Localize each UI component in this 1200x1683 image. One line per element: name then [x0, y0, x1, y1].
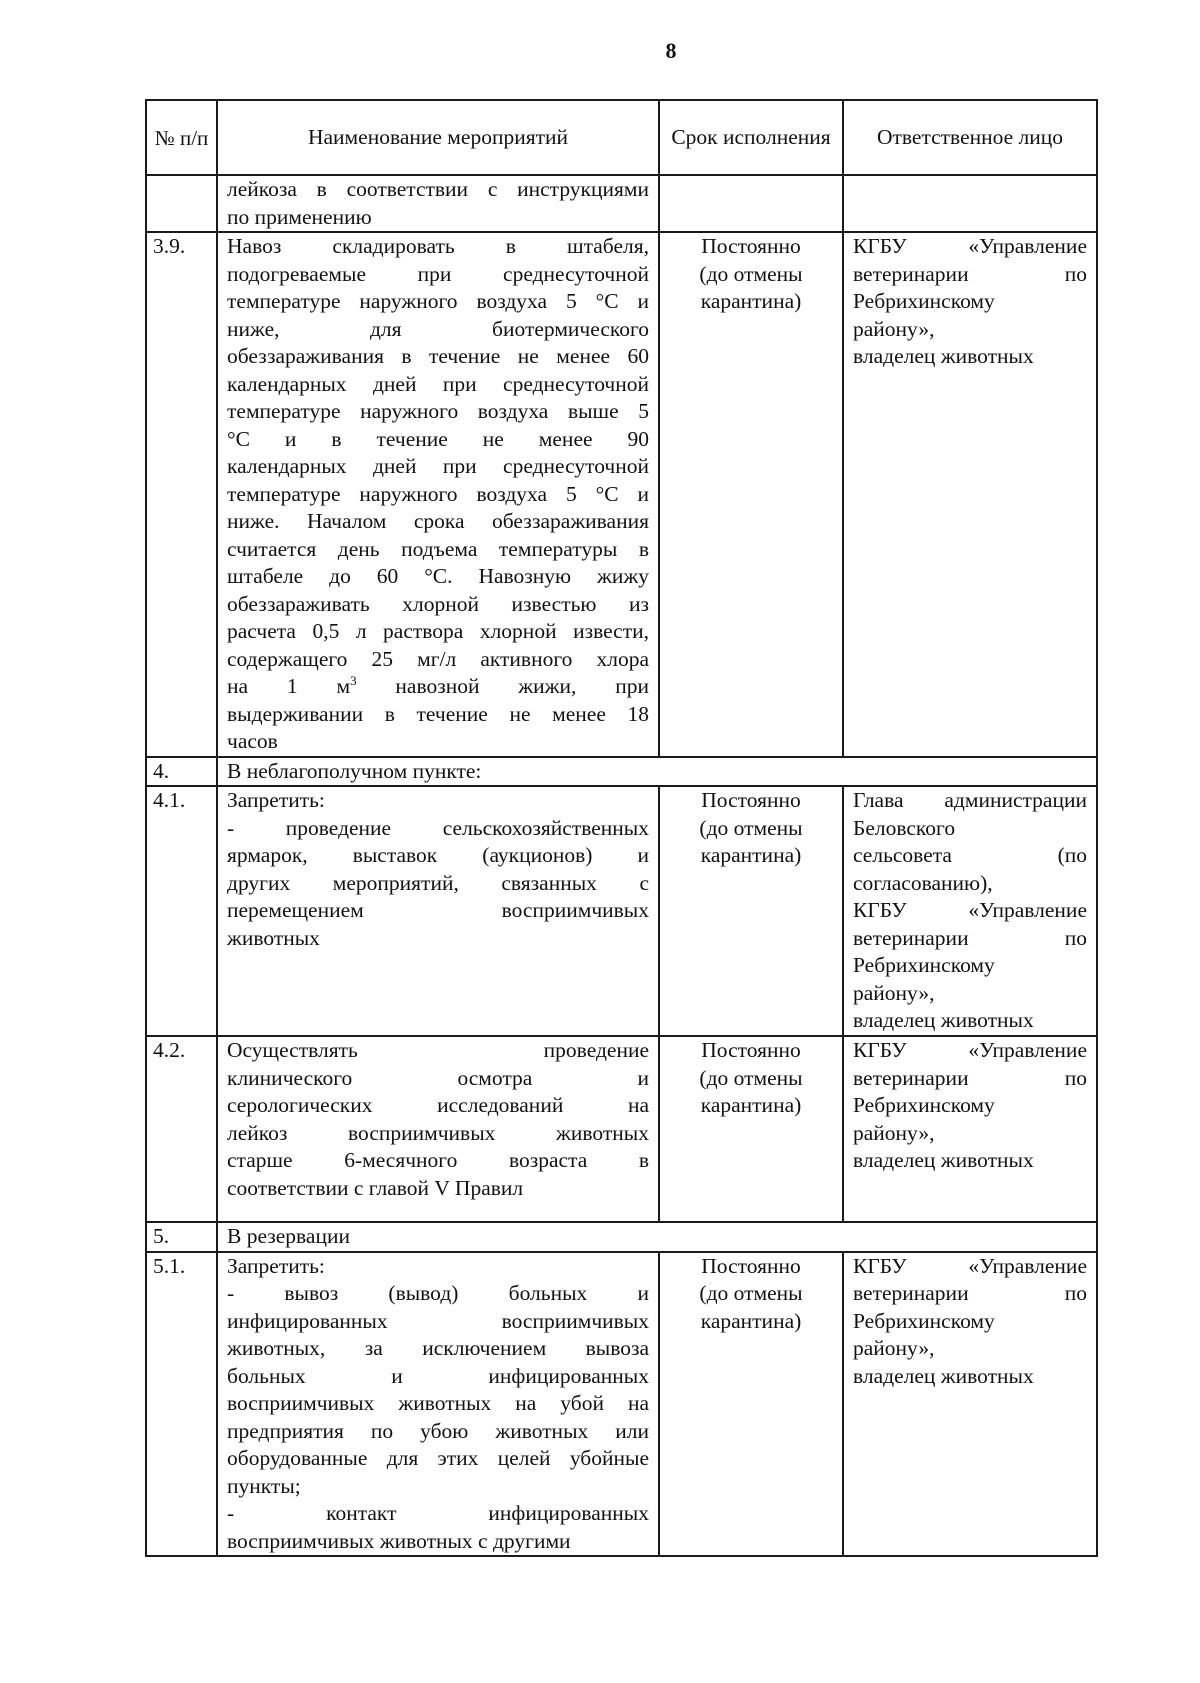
table-row: [146, 232, 1097, 757]
row-number: 5.1.: [146, 1252, 217, 1557]
superscript: 3: [350, 672, 357, 688]
cell-line: ветеринарии по: [853, 1065, 1087, 1090]
term-text: [659, 786, 843, 1036]
cell-line: владелец животных: [853, 1148, 1034, 1172]
cell-line: ниже, для биотермического: [227, 316, 649, 341]
cell-line: серологических исследований на: [227, 1093, 649, 1117]
cell-line: КГБУ «Управление: [853, 898, 1087, 922]
cell-line: КГБУ «Управление: [853, 1038, 1087, 1062]
measures-table: [145, 99, 1098, 1557]
term-text: [659, 175, 843, 232]
cell-line: больных и инфицированных: [227, 1363, 649, 1388]
cell-line: восприимчивых животных с другими: [227, 1528, 571, 1553]
cell-line: - проведение сельскохозяйственных: [227, 815, 649, 840]
table-row: [146, 1252, 1097, 1557]
cell-line: календарных дней при среднесуточной: [227, 454, 649, 478]
cell-line: выдерживании в течение не менее 18: [227, 701, 649, 726]
cell-line: температуре наружного воздуха выше 5: [227, 399, 649, 423]
cell-line: инфицированных восприимчивых: [227, 1308, 649, 1333]
header-name: Наименование мероприятий: [217, 100, 659, 175]
cell-line: - вывоз (вывод) больных и: [227, 1281, 649, 1305]
cell-line: владелец животных: [853, 344, 1034, 368]
cell-line: обеззараживания в течение не менее 60: [227, 344, 649, 368]
row-number: 3.9.: [146, 232, 217, 757]
cell-line: владелец животных: [853, 1008, 1034, 1032]
cell-line: предприятия по убою животных или: [227, 1418, 649, 1443]
cell-line: владелец животных: [853, 1363, 1034, 1388]
cell-line: Ребрихинскому: [853, 953, 995, 977]
header-responsible: Ответственное лицо: [843, 100, 1097, 175]
cell-line: ветеринарии по: [853, 1281, 1087, 1305]
cell-line: ветеринарии по: [853, 261, 1087, 286]
cell-line: Постоянно: [701, 1253, 801, 1278]
row-number: 4.: [146, 757, 217, 787]
cell-line: содержащего 25 мг/л активного хлора: [227, 646, 649, 671]
cell-line: Постоянно: [701, 1038, 801, 1062]
cell-line: календарных дней при среднесуточной: [227, 371, 649, 396]
cell-line: Осуществлять проведение: [227, 1038, 649, 1062]
cell-line: других мероприятий, связанных с: [227, 870, 649, 895]
table-row: [146, 1036, 1097, 1222]
cell-line: Ребрихинскому: [853, 1093, 995, 1117]
cell-line: Постоянно: [701, 234, 801, 258]
cell-line: часов: [227, 729, 278, 753]
cell-line: °С и в течение не менее 90: [227, 426, 649, 451]
section-row: [146, 757, 1097, 787]
word: $м^3$: [336, 672, 357, 698]
cell-line: расчета 0,5 л раствора хлорной извести,: [227, 619, 649, 643]
section-title: В неблагополучном пункте:: [217, 757, 1097, 787]
cell-line: Постоянно: [701, 788, 801, 812]
cell-line: карантина): [700, 843, 802, 867]
measure-text: [217, 1252, 659, 1557]
table-row: [146, 175, 1097, 232]
cell-line: (до отмены: [699, 261, 803, 286]
cell-line: температуре наружного воздуха 5 °С и: [227, 289, 649, 313]
cell-line: Глава администрации: [853, 788, 1087, 812]
responsible-text: [843, 786, 1097, 1036]
row-number: 4.2.: [146, 1036, 217, 1222]
row-number: 4.1.: [146, 786, 217, 1036]
cell-line: - контакт инфицированных: [227, 1501, 649, 1525]
cell-line: Ребрихинскому: [853, 1308, 995, 1333]
cell-line: температуре наружного воздуха 5 °С и: [227, 481, 649, 506]
term-text: [659, 1252, 843, 1557]
cell-line: сельсовета (по: [853, 843, 1087, 867]
cell-line: оборудованные для этих целей убойные: [227, 1446, 649, 1470]
table-header-row: [146, 100, 1097, 175]
cell-line: Запретить:: [227, 1253, 325, 1278]
cell-line: району»,: [853, 980, 935, 1005]
cell-line: соответствии с главой V Правил: [227, 1175, 524, 1200]
cell-line: лейкоз восприимчивых животных: [227, 1120, 649, 1145]
term-text: [659, 1036, 843, 1222]
cell-line: Навоз складировать в штабеля,: [227, 234, 649, 258]
cell-line: Ребрихинскому: [853, 289, 995, 313]
responsible-text: [843, 1252, 1097, 1557]
cell-line: обеззараживать хлорной известью из: [227, 591, 649, 616]
measure-text: [217, 232, 659, 757]
cell-line: животных, за исключением вывоза: [227, 1336, 649, 1360]
cell-line: штабеле до 60 °С. Навозную жижу: [227, 564, 649, 588]
cell-line: ниже. Началом срока обеззараживания: [227, 509, 649, 533]
cell-line: лейкоза в соответствии с инструкциями: [227, 177, 649, 201]
cell-line: (до отмены: [699, 1281, 803, 1305]
cell-line: карантина): [700, 289, 802, 313]
header-num: № п/п: [146, 100, 217, 175]
cell-line: ярмарок, выставок (аукционов) и: [227, 843, 649, 867]
table-row: [146, 786, 1097, 1036]
cell-line: Запретить:: [227, 788, 325, 812]
cell-line: району»,: [853, 316, 935, 341]
cell-line: ветеринарии по: [853, 925, 1087, 950]
measure-text: [217, 786, 659, 1036]
responsible-text: [843, 1036, 1097, 1222]
word: жижи,: [518, 674, 577, 698]
cell-line: КГБУ «Управление: [853, 234, 1087, 258]
word: на: [227, 674, 249, 698]
cell-line: Беловского: [853, 815, 956, 840]
responsible-text: [843, 175, 1097, 232]
cell-line: пункты;: [227, 1473, 301, 1498]
word: 1: [286, 674, 298, 698]
cell-line: подогреваемые при среднесуточной: [227, 261, 649, 286]
cell-line: животных: [227, 925, 320, 950]
header-term: Срок исполнения: [659, 100, 843, 175]
section-title: В резервации: [217, 1222, 1097, 1252]
word: при: [615, 674, 649, 698]
row-number: 5.: [146, 1222, 217, 1252]
responsible-text: [843, 232, 1097, 757]
cell-line: восприимчивых животных на убой на: [227, 1391, 649, 1415]
term-text: [659, 232, 843, 757]
cell-line: клинического осмотра и: [227, 1065, 649, 1090]
section-row: [146, 1222, 1097, 1252]
cell-line: КГБУ «Управление: [853, 1253, 1087, 1278]
cell-line: старше 6-месячного возраста в: [227, 1148, 649, 1172]
measure-text: [217, 1036, 659, 1222]
cell-line: [227, 673, 649, 701]
cell-line: району»,: [853, 1336, 935, 1360]
page-number: 8: [665, 38, 677, 63]
cell-line: карантина): [700, 1093, 802, 1117]
cell-line: согласованию),: [853, 870, 993, 895]
cell-line: считается день подъема температуры в: [227, 536, 649, 561]
row-number: [146, 175, 217, 232]
cell-line: району»,: [853, 1120, 935, 1145]
cell-line: карантина): [700, 1308, 802, 1333]
cell-line: (до отмены: [699, 815, 803, 840]
cell-line: перемещением восприимчивых: [227, 898, 649, 922]
word: навозной: [395, 674, 480, 698]
cell-line: по применению: [227, 204, 372, 229]
cell-line: (до отмены: [699, 1065, 803, 1090]
measure-text: [217, 175, 659, 232]
